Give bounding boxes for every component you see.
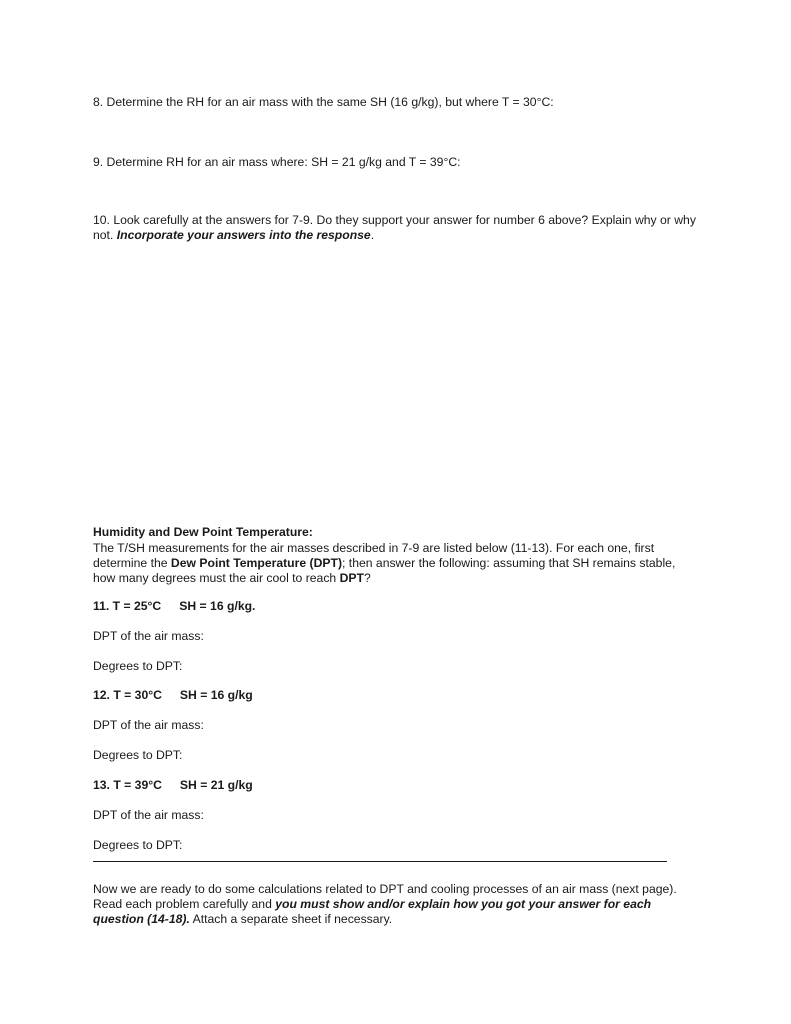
- closing-emphasis: you must show and/or explain how you got your answer for each question (14-18).: [93, 897, 652, 926]
- item-13-conditions: [93, 778, 253, 793]
- item-12-temp: 12. T = 30°C: [93, 688, 162, 702]
- item-13-degrees-label: Degrees to DPT:: [93, 838, 183, 852]
- question-10-text: 10. Look carefully at the answers for 7-9. Do they support your answer for number 6 above? Explain why or why not.: [93, 213, 696, 242]
- item-12-degrees-label: Degrees to DPT:: [93, 748, 183, 762]
- item-13-sh: SH = 21 g/kg: [179, 778, 253, 792]
- intro-end: ?: [363, 571, 371, 585]
- item-11-sh: SH = 16 g/kg.: [179, 599, 256, 613]
- section-divider: [93, 861, 667, 862]
- item-12-sh: SH = 16 g/kg: [179, 688, 253, 702]
- item-13-dpt-label: DPT of the air mass:: [93, 808, 204, 822]
- intro-part2: ; then answer the following: assuming that SH remains stable, how many degrees must the air cool to reach: [93, 556, 676, 585]
- intro-dpt-term: Dew Point Temperature (DPT): [170, 556, 343, 570]
- question-8: 8. Determine the RH for an air mass with the same SH (16 g/kg), but where T = 30°C:: [93, 95, 554, 109]
- humidity-section-intro: [93, 541, 698, 586]
- item-12-dpt-label: DPT of the air mass:: [93, 718, 204, 732]
- closing-part1: Now we are ready to do some calculations related to DPT and cooling processes of an air mass (next page). Read each problem carefully and: [93, 882, 677, 911]
- intro-dpt-abbr: DPT: [339, 571, 364, 585]
- humidity-section-heading: Humidity and Dew Point Temperature:: [93, 525, 313, 539]
- item-11-dpt-label: DPT of the air mass:: [93, 629, 204, 643]
- question-9: 9. Determine RH for an air mass where: SH = 21 g/kg and T = 39°C:: [93, 155, 461, 169]
- intro-part1: The T/SH measurements for the air masses described in 7-9 are listed below (11-13). For each one, first determine the: [93, 541, 655, 570]
- item-11-temp: 11. T = 25°C: [93, 599, 162, 613]
- question-10-emphasis: Incorporate your answers into the response: [116, 228, 371, 242]
- item-11-degrees-label: Degrees to DPT:: [93, 659, 183, 673]
- item-11-conditions: [93, 599, 255, 614]
- item-13-temp: 13. T = 39°C: [93, 778, 162, 792]
- question-10: 10. Look carefully at the answers for 7-9. Do they support your answer for number 6 above? Explain why or why not. Incorporate your answers into the response.: [93, 213, 696, 242]
- closing-part2: Attach a separate sheet if necessary.: [192, 912, 393, 926]
- item-12-conditions: [93, 688, 253, 703]
- closing-paragraph: [93, 882, 698, 927]
